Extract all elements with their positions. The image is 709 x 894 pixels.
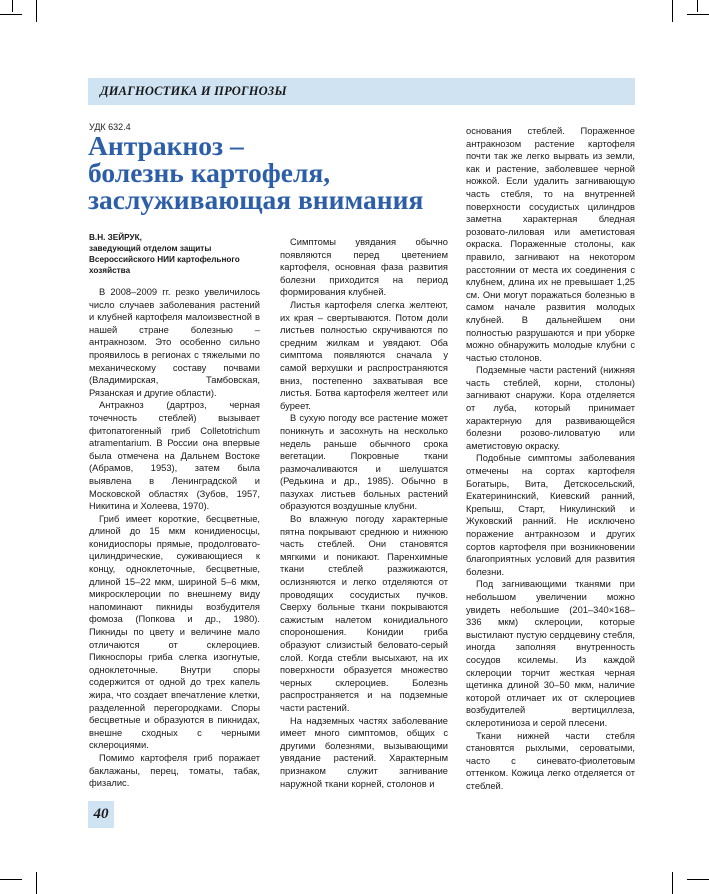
paragraph: Симптомы увядания обычно появляются перед цветением картофеля, основная фаза развития болезни приходится на период формирования клубней. bbox=[280, 237, 448, 298]
paragraph: Под загнивающими тканями при небольшом увеличении можно увидеть небольшие (201–340×168–336 мкм) склероции, которые выстилают пустую сердцевину стебля, иногда заполняя внутренность сосудов ксилемы. Из каждой склероции торчит жесткая черная щетинка длиной 30–50 мкм, наличие которой отличает их от склероциев возбудителей вертициллеза, склеротиниоза и серой плесени. bbox=[466, 579, 635, 728]
paragraph: Листья картофеля слегка желтеют, их края – свертываются. Потом доли листьев полностью скручиваются по средним жилкам и увядают. Оба симптома появляются сначала у самой верхушки и распространяются вниз, постепенно захватывая все листья. Ботва картофеля желтеет или буреет. bbox=[280, 299, 448, 411]
paragraph: Гриб имеет короткие, бесцветные, длиной до 15 мкм конидиеносцы, конидиоспоры прямые, продолговато-цилиндрические, суживающиеся к концу, одноклеточные, бесцветные, длиной 15–22 мкм, шириной 5–6 мкм, микросклероции по внешнему виду напоминают пикниды возбудителя фомоза (Попкова и др., 1980). Пикниды по цвету и величине мало отличаются от склероциев. Пикноспоры гриба слегка изогнутые, одноклеточные. Внутри споры содержится от одной до трех капель жира, что создает впечатление клетки, разделенной перегородками. Споры бесцветные и образуются в пикнидах, внешне сходных с черными склероциями. bbox=[89, 513, 260, 751]
title-line: болезнь картофеля, bbox=[88, 157, 331, 188]
page-number: 40 bbox=[93, 806, 109, 822]
author-block bbox=[89, 232, 259, 276]
paragraph: Помимо картофеля гриб поражает баклажаны, перец, томаты, табак, физалис. bbox=[89, 752, 260, 789]
paragraph: На надземных частях заболевание имеет много симптомов, общих с другими болезнями, вызывающими увядание растений. Характерным признаком служит загнивание наружной ткани корней, столонов и bbox=[280, 715, 448, 789]
paragraph: основания стеблей. Пораженное антракнозом растение картофеля почти так же легко вырвать из земли, как и растение, заболевшее черной ножкой. Если удалить загнивающую часть стебля, то на внутренней поверхности сосудистых цилиндров заметна характерная бледная розовато-лиловая или аметистовая окраска. Пораженные столоны, как правило, загнивают на некотором расстоянии от места их соединения с клубнем, длина их не превышает 1,25 см. Они могут поражаться болезнью в самом начале развития молодых клубней. В дальнейшем они полностью разрушаются и при уборке можно обнаружить молодые клубни с частью столонов. bbox=[466, 126, 635, 363]
paragraph: В 2008–2009 гг. резко увеличилось число случаев заболевания растений и клубней картофеля малоизвестной в нашей стране болезнью – антракнозом. Это особенно сильно проявилось в регионах с тяжелыми по механическому составу почвами (Владимирская, Тамбовская, Рязанская и другие области). bbox=[89, 287, 260, 398]
text-column-3 bbox=[466, 125, 635, 792]
title-line: Антракноз – bbox=[88, 130, 244, 161]
udk-code: УДК 632.4 bbox=[89, 122, 131, 132]
paragraph: Ткани нижней части стебля становятся рыхлыми, сероватыми, часто с синевато-фиолетовым оттенком. Кожица легко отделяется от стеблей. bbox=[466, 730, 635, 791]
article-title bbox=[88, 132, 458, 213]
text-column-1 bbox=[89, 286, 260, 790]
author-name: В.Н. ЗЕЙРУК, bbox=[89, 233, 142, 242]
page-number-box bbox=[88, 801, 114, 828]
author-position: заведующий отделом защиты Всероссийского НИИ картофельного хозяйства bbox=[89, 244, 240, 275]
paragraph: В сухую погоду все растение может поникнуть и засохнуть на несколько недель раньше обычного срока вегетации. Покровные ткани размочаливаются и шелушатся (Редькина и др., 1985). Обычно в пазухах листьев больных растений образуются воздушные клубни. bbox=[280, 413, 448, 512]
paragraph: Подземные части растений (нижняя часть стеблей, корни, столоны) загнивают снаружи. Кора отделяется от луба, который принимает характерную для развивающейся болезни розово-лиловатую или аметистовую окраску. bbox=[466, 365, 635, 451]
paragraph: Во влажную погоду характерные пятна покрывают среднюю и нижнюю часть стеблей. Они становятся мягкими и поникают. Паренхимные ткани стеблей разжижаются, ослизняются и легко отделяются от проводящих сосудистых пучков. Сверху больные ткани покрываются сажистым налетом конидиального спороношения. Конидии гриба образуют слизистый беловато-серый слой. Когда стебли высыхают, на их поверхности образуется множество черных склероциев. Болезнь распространяется и на подземные части растений. bbox=[280, 514, 448, 713]
text-column-2 bbox=[280, 236, 448, 790]
paragraph: Антракноз (дартроз, черная точечность стеблей) вызывает фитопатогенный гриб Colletotrichum atramentarium. В России она впервые была отмечена на Дальнем Востоке (Абрамов, 1953), затем была выявлена в Ленинградской и Московской областях (Зубов, 1957, Никитина и Холеева, 1970). bbox=[89, 400, 260, 512]
paragraph: Подобные симптомы заболевания отмечены на сортах картофеля Богатырь, Вита, Детскосельский, Екатерининский, Киевский ранний, Крепыш, Старт, Никулинский и Жуковский ранний. Не исключено поражение антракнозом и других сортов картофеля при возникновении благоприятных условий для развития болезни. bbox=[466, 453, 635, 577]
section-header: ДИАГНОСТИКА И ПРОГНОЗЫ bbox=[100, 84, 287, 98]
title-line: заслуживающая внимания bbox=[88, 184, 424, 215]
